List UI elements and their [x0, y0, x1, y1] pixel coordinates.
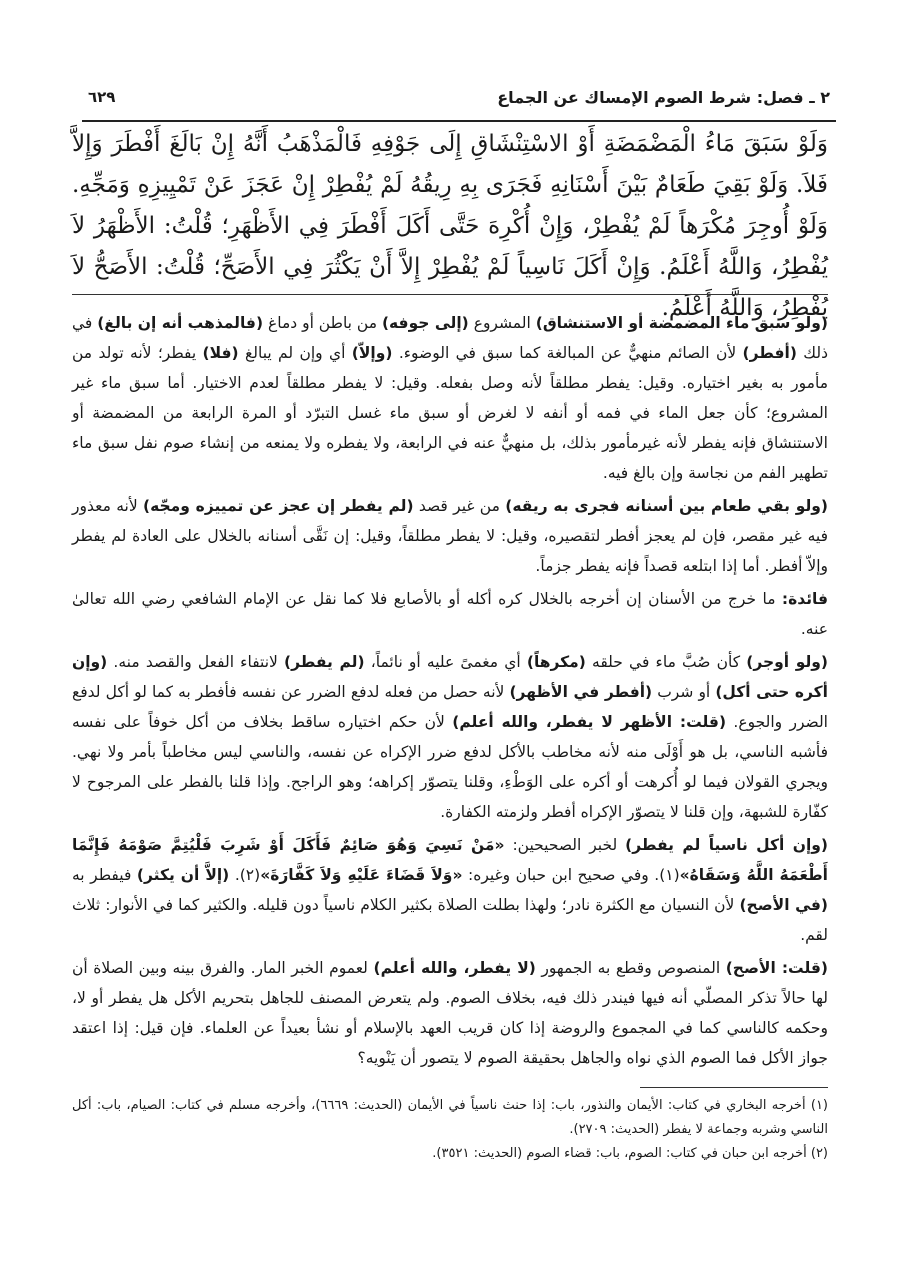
- matn-separator: [72, 294, 828, 295]
- bold-segment: (في الأصح): [739, 896, 828, 914]
- bold-segment: (أفطر): [742, 344, 797, 362]
- commentary-paragraph: [72, 491, 828, 581]
- bold-segment: «مَنْ نَسِيَ وَهُوَ صَائِمٌ فَأَكَلَ أَوْ شَرِبَ فَلْيُتِمَّ صَوْمَهُ فَإِنَّمَا أَطْعَمَهُ اللَّهُ وَسَقَاهُ»: [72, 836, 828, 884]
- text-segment: يفطر؛ لأنه تولد من مأمور به بغير اختياره. وقيل: يفطر مطلقاً لأنه وصل بفعله. وقيل: لا يفطر مطلقاً لعدم الاختيار. أما سبق ماء غير المشروع؛ كأن جعل الماء في فمه أو أنفه لا لغرض أو سبق ماء غسل التبرّد أو المرة الرابعة من المضمضة أو الاستنشاق فإنه يفطر لأنه غيرمأمور بذلك، بل منهيٌّ عنه في الرابعة، ولا يفطره ولا يمنعه من إنشاء صوم نفل سبق ماء تطهير الفم من نجاسة وإن بالغ فيه.: [72, 344, 828, 482]
- text-segment: لأن الصائم منهيٌّ عن المبالغة كما سبق في الوضوء.: [392, 344, 743, 362]
- commentary: [72, 308, 828, 1076]
- bold-segment: (فلا): [202, 344, 239, 362]
- chapter-title: ٢ ـ فصل: شرط الصوم الإمساك عن الجماع: [497, 88, 830, 107]
- text-segment: (١). وفي صحيح ابن حبان وغيره:: [462, 866, 680, 884]
- footnotes: [72, 1094, 828, 1166]
- text-segment: لأنه معذور فيه غير مقصر، فإن لم يعجز أفطر لتقصيره، وقيل: لا يفطر مطلقاً، وقيل: إن نَقَّى أسنانه بالخلال على العادة لم يفطر وإلاّ أفطر. أما إذا ابتلعه قصداً فإنه يفطر جزماً.: [72, 497, 828, 575]
- text-segment: أي وإن لم يبالغ: [238, 344, 352, 362]
- running-header: [82, 82, 836, 122]
- text-segment: أي مغمىً عليه أو نائماً،: [364, 653, 527, 671]
- bold-segment: فائدة:: [781, 590, 828, 608]
- text-segment: المشروع: [468, 314, 536, 332]
- bold-segment: (فالمذهب أنه إن بالغ): [97, 314, 264, 332]
- text-segment: ما خرج من الأسنان إن أخرجه بالخلال كره أكله أو بالأصابع فلا كما نقل عن الإمام الشافعي رضي الله تعالىٰ عنه.: [72, 590, 828, 638]
- bold-segment: (ولو بقي طعام بين أسنانه فجرى به ريقه): [505, 497, 828, 515]
- bold-segment: «وَلاَ قَضَاءَ عَلَيْهِ وَلاَ كَفَّارَةَ»: [260, 866, 463, 884]
- bold-segment: (إلاَّ أن يكثر): [136, 866, 230, 884]
- text-segment: لأنه حصل من فعله لدفع الضرر عن نفسه فأفطر به كما لو أكل لدفع الضرر والجوع.: [72, 683, 828, 731]
- text-segment: لعموم الخبر المار. والفرق بينه وبين الصلاة أن لها حالاً تذكر المصلّي أنه فيها فيندر ذلك فيه، بخلاف الصوم. ولم يتعرض المصنف للجاهل بتحريم الأكل هل يفطر أو لا، وحكمه كالناسي كما في المجموع والروضة إذا كان قريب العهد بالإسلام أو نشأ بعيداً عن العلماء. فإن قيل: إذا اعتقد جواز الأكل فما الصوم الذي نواه والجاهل بحقيقة الصوم لا يتصور أن يَنْويه؟: [72, 959, 828, 1067]
- commentary-paragraph: [72, 584, 828, 644]
- footnote-separator: [640, 1087, 828, 1088]
- bold-segment: (ولو سبق ماء المضمضة أو الاستنشاق): [535, 314, 828, 332]
- page-number: ٦٢٩: [88, 88, 116, 106]
- text-segment: المنصوص وقطع به الجمهور: [535, 959, 726, 977]
- text-segment: في ذلك: [72, 314, 828, 362]
- text-segment: كأن صُبَّ ماء في حلقه: [585, 653, 747, 671]
- bold-segment: (وإلاّ): [351, 344, 393, 362]
- bold-segment: (قلت: الأظهر لا يفطر، والله أعلم): [452, 713, 727, 731]
- commentary-paragraph: [72, 308, 828, 488]
- text-segment: لأن النسيان مع الكثرة نادر؛ ولهذا بطلت الصلاة بكثير الكلام ناسياً دون قليله. والكثير كما في الأنوار: ثلاث لقم.: [72, 896, 828, 944]
- text-segment: لأن حكم اختياره ساقط بخلاف من أكل خوفاً على نفسه فأشبه الناسي، بل هو أَوْلَى منه لأنه مخاطب بالأكل لدفع ضرر الإكراه عن نفسه، والناسي ليس مخاطباً بأمر ولا نهي. ويجري القولان فيما لو أُكرهت أو أكره على الوَطْءِ، وقلنا يتصوّر إكراهه؛ وهو الراجح. وإذا قلنا بالفطر على المرجوح لا كفّارة للشبهة، وإن قلنا لا يتصوّر الإكراه أفطر ولزمته الكفارة.: [72, 713, 828, 821]
- bold-segment: (لم يفطر إن عجز عن تمييزه ومجّه): [143, 497, 414, 515]
- bold-segment: (ولو أوجر): [746, 653, 828, 671]
- commentary-paragraph: [72, 830, 828, 950]
- commentary-paragraph: [72, 953, 828, 1073]
- matn-text: وَلَوْ سَبَقَ مَاءُ الْمَضْمَضَةِ أَوْ الاسْتِنْشَاقِ إِلَى جَوْفِهِ فَالْمَذْهَبُ أَنَّهُ إِنْ بَالَغَ أَفْطَرَ وَإِلاَّ فَلاَ. وَلَوْ بَقِيَ طَعَامٌ بَيْنَ أَسْنَانِهِ فَجَرَى بِهِ رِيقُهُ لَمْ يُفْطِرْ إِنْ عَجَزَ عَنْ تَمْيِيزِهِ وَمَجِّهِ. وَلَوْ أُوجِرَ مُكْرَهاً لَمْ يُفْطِرْ، وَإِنْ أُكْرِهَ حَتَّى أَكَلَ أَفْطَرَ فِي الأَظْهَرِ؛ قُلْتُ: الأَظْهَرُ لاَ يُفْطِرُ، وَاللَّهُ أَعْلَمُ. وَإِنْ أَكَلَ نَاسِياً لَمْ يُفْطِرْ إِلاَّ أَنْ يَكْثُرَ فِي الأَصَحِّ؛ قُلْتُ: الأَصَحُّ لاَ يُفْطِرُ، وَاللَّهُ أَعْلَمُ.: [72, 131, 828, 321]
- commentary-paragraph: [72, 647, 828, 827]
- text-segment: لانتفاء الفعل والقصد منه.: [107, 653, 285, 671]
- footnote: (٢) أخرجه ابن حبان في كتاب: الصوم، باب: قضاء الصوم (الحديث: ٣٥٢١).: [432, 1146, 828, 1161]
- footnote: (١) أخرجه البخاري في كتاب: الأيمان والنذور، باب: إذا حنث ناسياً في الأيمان (الحديث: ٦٦٦٩)، وأخرجه مسلم في كتاب: الصيام، باب: أكل الناسي وشربه وجماعة لا يفطر (الحديث: ٢٧٠٩).: [72, 1098, 828, 1137]
- bold-segment: (لم يفطر): [284, 653, 365, 671]
- bold-segment: (وإن أكل ناسياً لم يفطر): [625, 836, 828, 854]
- text-segment: من باطن أو دماغ: [263, 314, 382, 332]
- text-segment: فيفطر به: [72, 866, 137, 884]
- bold-segment: (مكرهاً): [526, 653, 586, 671]
- bold-segment: (قلت: الأصح): [725, 959, 829, 977]
- text-segment: أو شرب: [652, 683, 716, 701]
- bold-segment: (لا يفطر، والله أعلم): [373, 959, 536, 977]
- bold-segment: (إلى جوفه): [381, 314, 469, 332]
- bold-segment: (وإن أكره حتى أكل): [72, 653, 828, 701]
- text-segment: (٢).: [229, 866, 261, 884]
- bold-segment: (أفطر في الأظهر): [509, 683, 653, 701]
- text-segment: من غير قصد: [413, 497, 506, 515]
- text-segment: لخبر الصحيحين:: [504, 836, 626, 854]
